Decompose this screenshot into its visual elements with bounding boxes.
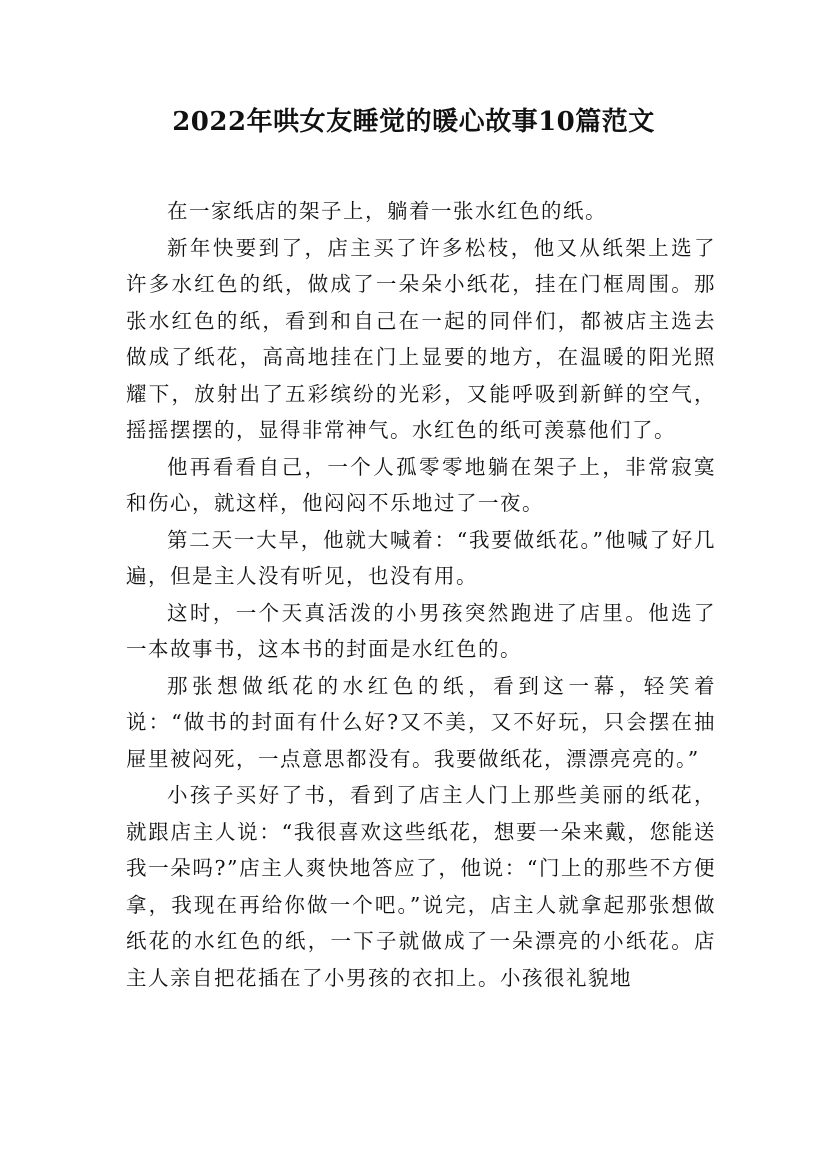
paragraph: 这时，一个天真活泼的小男孩突然跑进了店里。他选了一本故事书，这本书的封面是水红色的。 bbox=[126, 600, 716, 661]
paragraph: 那张想做纸花的水红色的纸，看到这一幕，轻笑着说：“做书的封面有什么好?又不美，又不好玩，只会摆在抽屉里被闷死，一点意思都没有。我要做纸花，漂漂亮亮的。” bbox=[126, 673, 716, 771]
document-title: 2022年哄女友睡觉的暖心故事10篇范文 bbox=[172, 107, 655, 137]
document-body bbox=[126, 193, 716, 996]
paragraph: 新年快要到了，店主买了许多松枝，他又从纸架上选了许多水红色的纸，做成了一朵朵小纸花，挂在门框周围。那张水红色的纸，看到和自己在一起的同伴们，都被店主选去做成了纸花，高高地挂在门上显要的地方，在温暖的阳光照耀下，放射出了五彩缤纷的光彩，又能呼吸到新鲜的空气，摇摇摆摆的，显得非常神气。水红色的纸可羡慕他们了。 bbox=[126, 235, 716, 442]
paragraph: 他再看看自己，一个人孤零零地躺在架子上，非常寂寞和伤心，就这样，他闷闷不乐地过了一夜。 bbox=[126, 454, 716, 515]
paragraph: 第二天一大早，他就大喊着：“我要做纸花。”他喊了好几遍，但是主人没有听见，也没有用。 bbox=[126, 527, 716, 588]
paragraph: 小孩子买好了书，看到了店主人门上那些美丽的纸花，就跟店主人说：“我很喜欢这些纸花，想要一朵来戴，您能送我一朵吗?”店主人爽快地答应了，他说：“门上的那些不方便拿，我现在再给你做一个吧。”说完，店主人就拿起那张想做纸花的水红色的纸，一下子就做成了一朵漂亮的小纸花。店主人亲自把花插在了小男孩的衣扣上。小孩很礼貌地 bbox=[126, 783, 716, 990]
paragraph: 在一家纸店的架子上，躺着一张水红色的纸。 bbox=[167, 199, 607, 223]
